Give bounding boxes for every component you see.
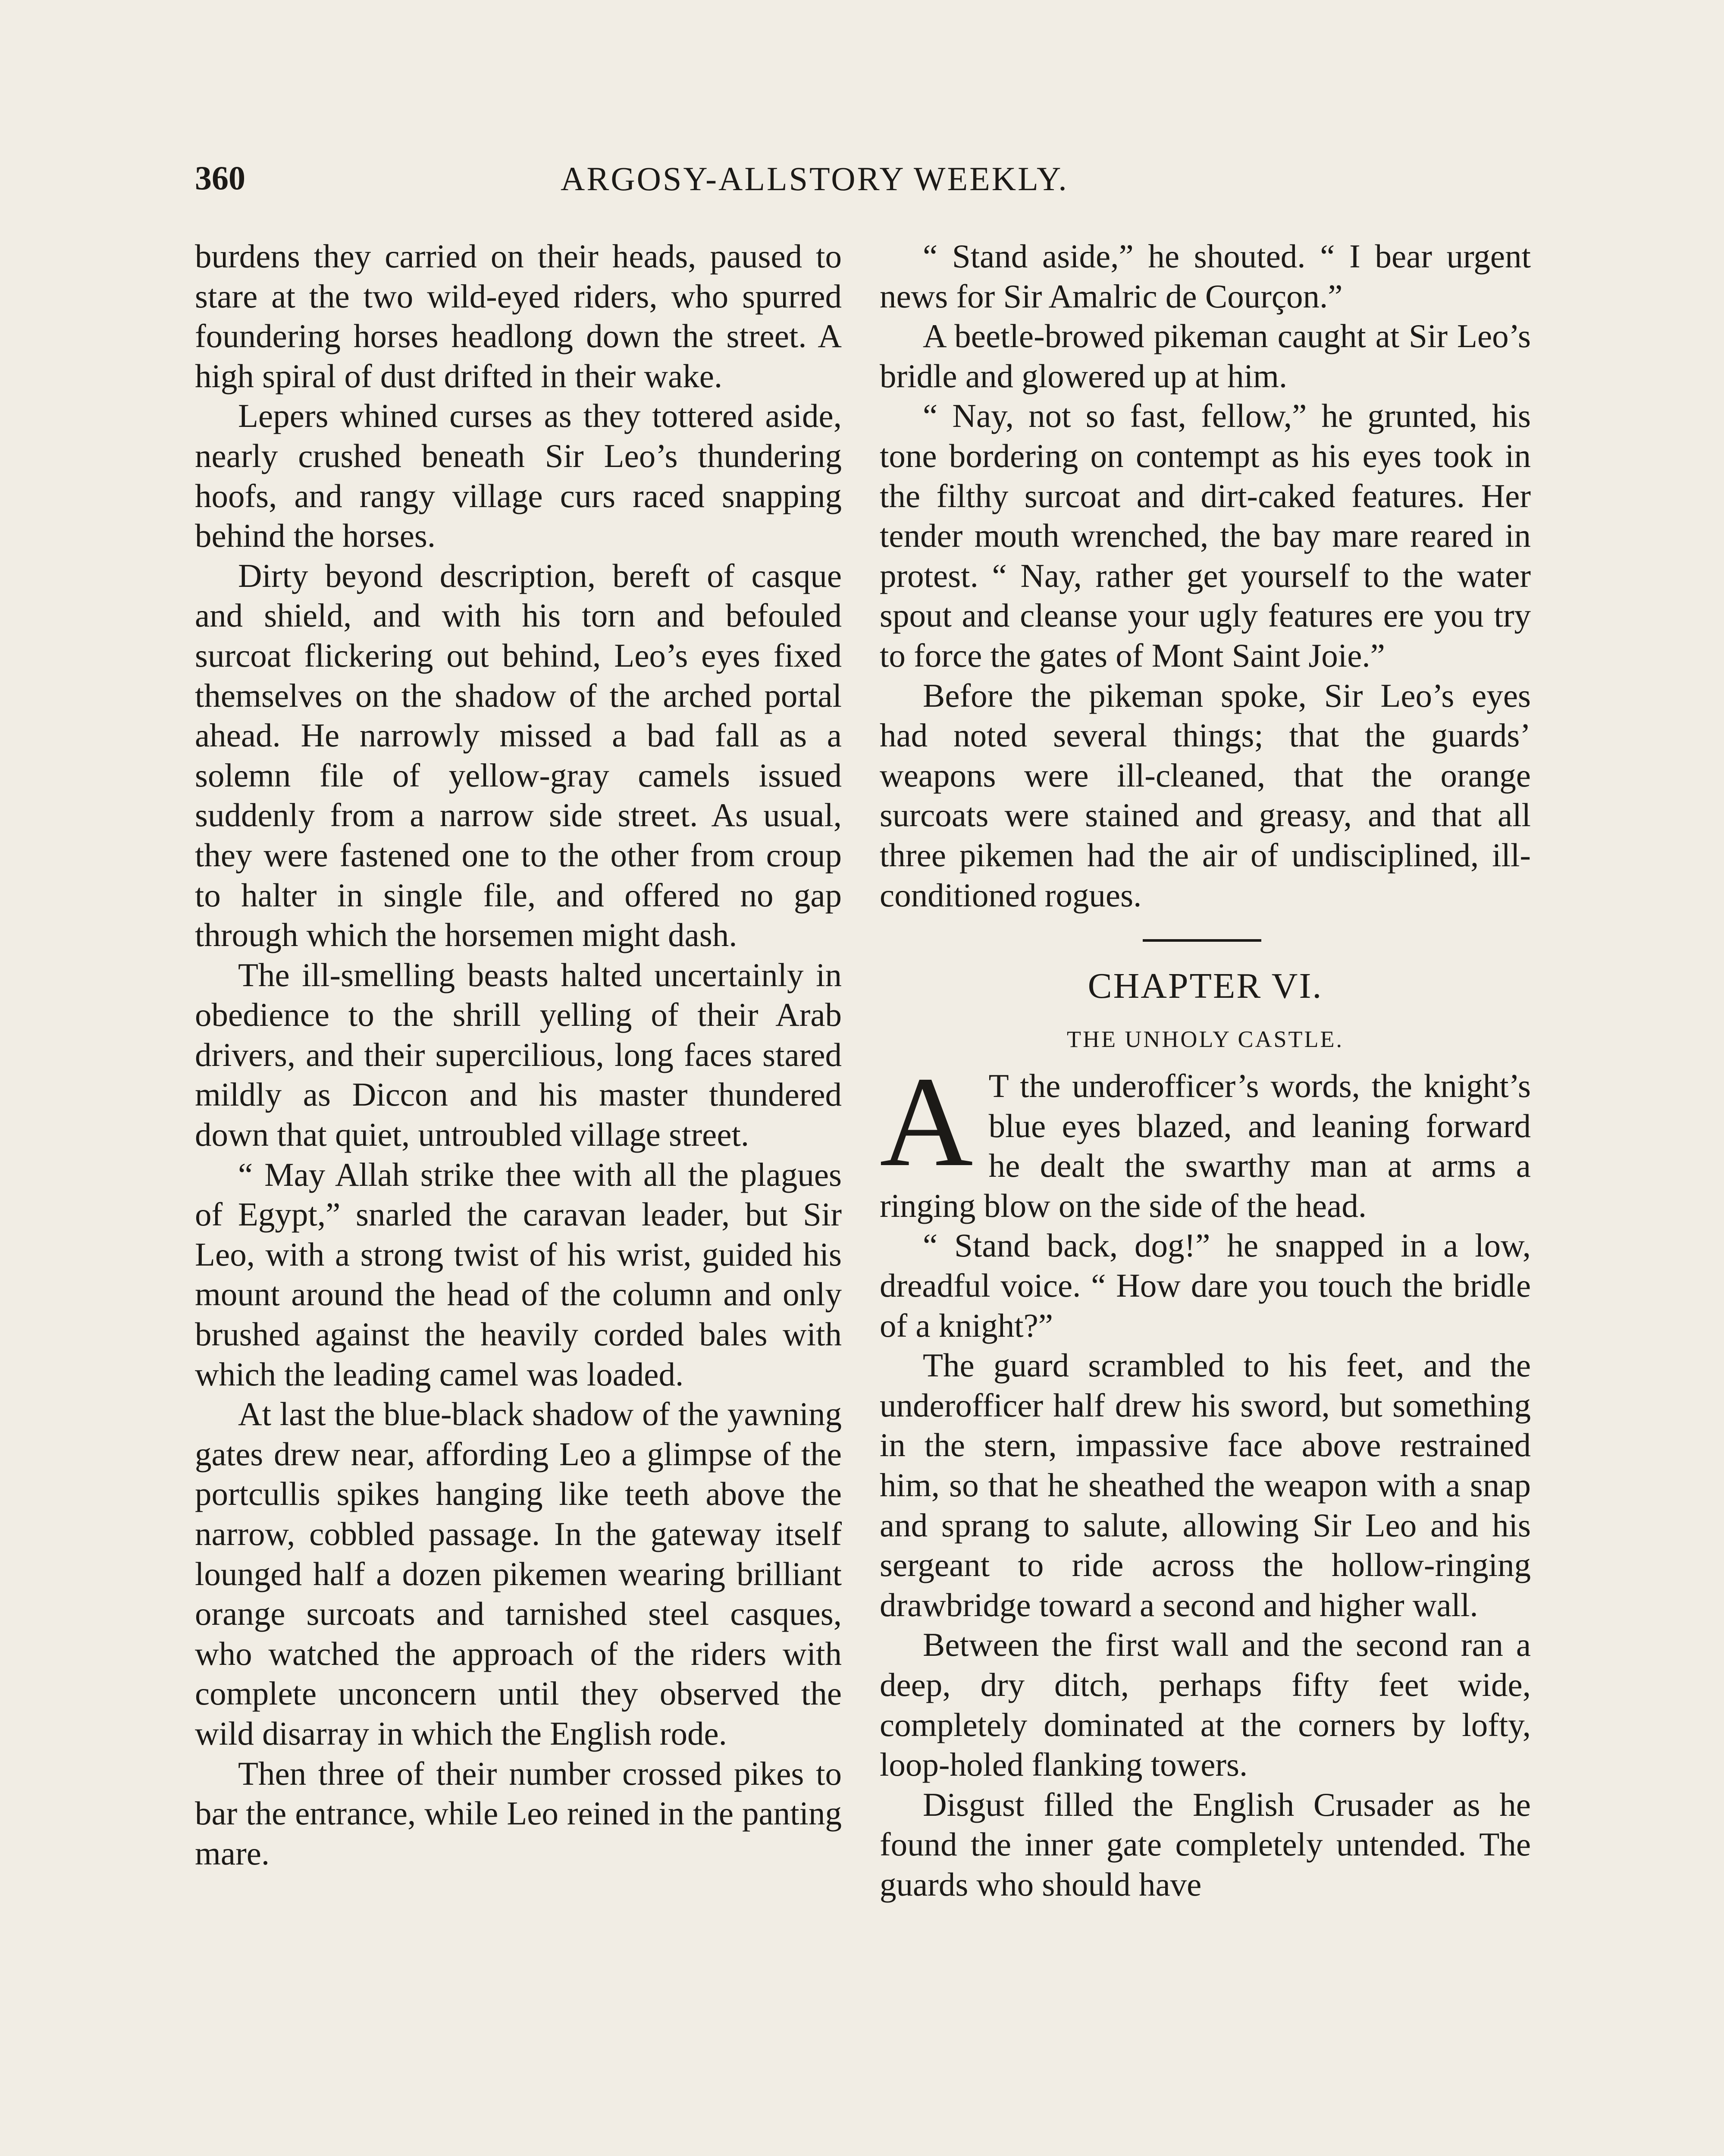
paragraph: “ Stand aside,” he shouted. “ I bear urgent news for Sir Amalric de Courçon.”: [880, 238, 1531, 315]
paragraph: Disgust filled the English Crusader as he found the inner gate completely untended. The guards who should have: [880, 1786, 1531, 1903]
paragraph: Between the first wall and the second ran a deep, dry ditch, perhaps fifty feet wide, completely dominated at the corners by lofty, loop-holed flanking towers.: [880, 1626, 1531, 1783]
chapter-subtitle: THE UNHOLY CASTLE.: [1066, 1026, 1344, 1053]
chapter-first-paragraph: [880, 1050, 1531, 1225]
paragraph: Lepers whined curses as they tottered aside, nearly crushed beneath Sir Leo’s thundering hoofs, and rangy village curs raced snapping behind the horses.: [195, 397, 842, 555]
paragraph: The guard scrambled to his feet, and the underofficer half drew his sword, but something in the stern, impassive face above restrained him, so that he sheathed the weapon with a snap and sprang to salute, allowing Sir Leo and his sergeant to ride across the hollow-ringing drawbridge toward a second and higher wall.: [880, 1347, 1531, 1623]
paragraph: “ Nay, not so fast, fellow,” he grunted, his tone bordering on contempt as his eyes took in the filthy surcoat and dirt-caked features. Her tender mouth wrenched, the bay mare reared in protest. “ Nay, rather get yourself to the water spout and cleanse your ugly features ere you try to force the gates of Mont Saint Joie.”: [880, 397, 1531, 674]
paragraph: “ May Allah strike thee with all the plagues of Egypt,” snarled the caravan leader, but Sir Leo, with a strong twist of his wrist, guided his mount around the head of the column and only brushed against the heavily corded bales with which the leading camel was loaded.: [195, 1156, 842, 1393]
paragraph: At last the blue-black shadow of the yawning gates drew near, affording Leo a glimpse of the portcullis spikes hanging like teeth above the narrow, cobbled passage. In the gateway itself lounged half a dozen pikemen wearing brilliant orange surcoats and tarnished steel casques, who watched the approach of the riders with complete unconcern until they observed the wild disarray in which the English rode.: [195, 1395, 842, 1752]
paragraph: Before the pikeman spoke, Sir Leo’s eyes had noted several things; that the guards’ weapons were ill-cleaned, that the orange surcoats were stained and greasy, and that all three pikemen had the air of undisciplined, ill-conditioned rogues.: [880, 677, 1531, 914]
right-column: [880, 236, 1531, 1905]
left-column: [195, 236, 842, 1873]
running-head: ARGOSY-ALLSTORY WEEKLY.: [561, 160, 1069, 197]
paragraph: Then three of their number crossed pikes to bar the entrance, while Leo reined in the panting mare.: [195, 1755, 842, 1872]
first-paragraph-text: T the underofficer’s words, the knight’s blue eyes blazed, and leaning forward he dealt the swarthy man at arms a ringing blow on the side of the head.: [880, 1067, 1531, 1224]
paragraph: The ill-smelling beasts halted uncertainly in obedience to the shrill yelling of their Arab drivers, and their supercilious, long faces stared mildly as Diccon and his master thundered down that quiet, untroubled village street.: [195, 956, 842, 1153]
chapter-title: CHAPTER VI.: [1088, 966, 1323, 1006]
paragraph: A beetle-browed pikeman caught at Sir Leo’s bridle and glowered up at him.: [880, 317, 1531, 395]
section-rule: [1143, 939, 1261, 942]
page-number: 360: [195, 159, 245, 197]
drop-cap: A: [880, 1050, 973, 1194]
paragraph: Dirty beyond description, bereft of casque and shield, and with his torn and befouled surcoat flickering out behind, Leo’s eyes fixed themselves on the shadow of the arched portal ahead. He narrowly missed a bad fall as a solemn file of yellow-gray camels issued suddenly from a narrow side street. As usual, they were fastened one to the other from croup to halter in single file, and offered no gap through which the horsemen might dash.: [195, 557, 842, 954]
paragraph: burdens they carried on their heads, paused to stare at the two wild-eyed riders, who spurred foundering horses headlong down the street. A high spiral of dust drifted in their wake.: [195, 238, 842, 395]
paragraph: “ Stand back, dog!” he snapped in a low, dreadful voice. “ How dare you touch the bridle of a knight?”: [880, 1227, 1531, 1344]
